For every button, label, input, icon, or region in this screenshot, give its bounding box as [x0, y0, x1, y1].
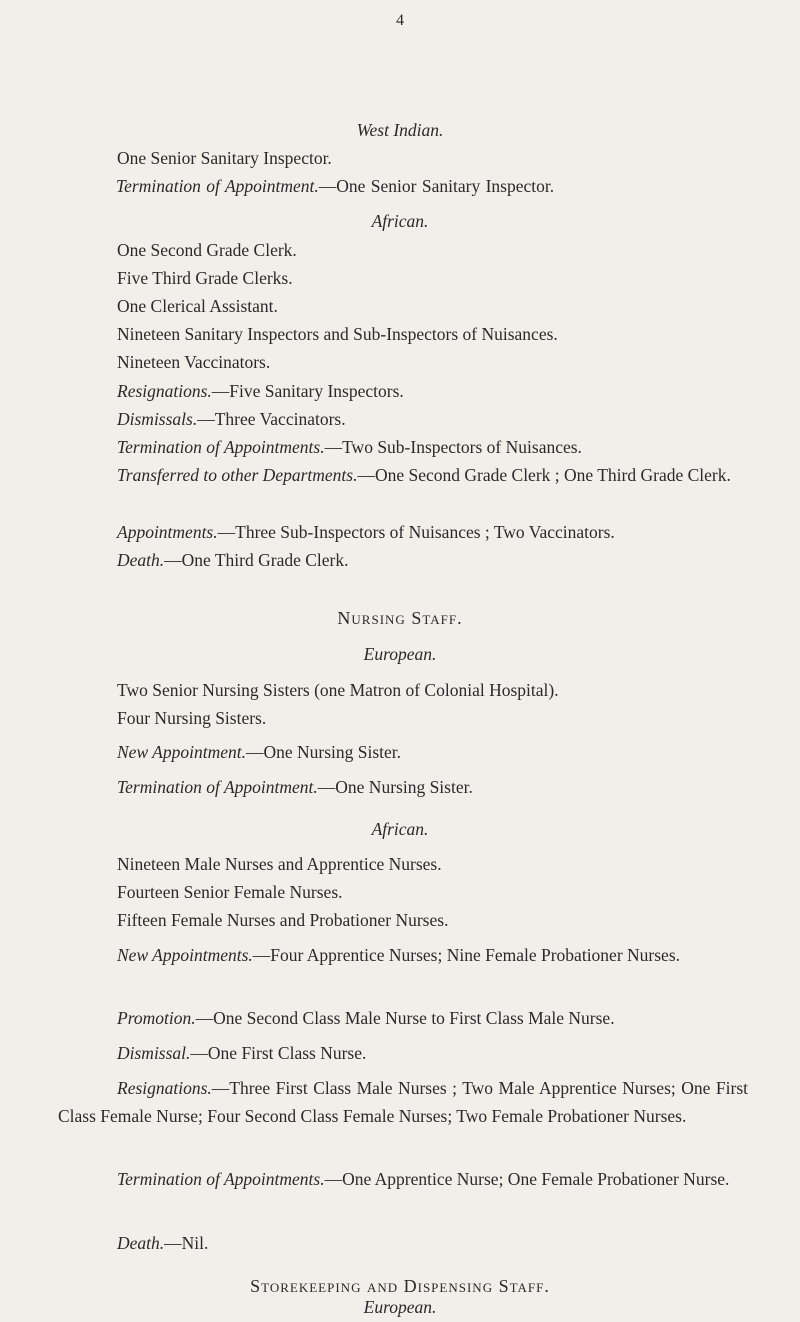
entry-label: New Appointments.	[117, 945, 253, 965]
nursing-african-staff-line: Fourteen Senior Female Nurses.	[117, 882, 343, 902]
entry-text: —Five Sanitary Inspectors.	[211, 381, 404, 401]
nursing-african-resignations	[58, 1074, 748, 1130]
african-staff-line: Five Third Grade Clerks.	[117, 268, 293, 288]
entry-text: —One Third Grade Clerk.	[164, 550, 349, 570]
entry-label: Dismissal.	[117, 1043, 191, 1063]
entry-text: —One Second Grade Clerk ; One Third Grade Clerk.	[357, 465, 731, 485]
west-indian-staff: One Senior Sanitary Inspector.	[117, 148, 332, 168]
entry-label: Transferred to other Departments.	[117, 465, 358, 485]
nursing-african-promotion	[117, 1004, 615, 1032]
nursing-african-dismissal	[117, 1039, 366, 1067]
entry-label: Appointments.	[117, 522, 218, 542]
nursing-european-staff-line: Two Senior Nursing Sisters (one Matron of Colonial Hospital).	[117, 680, 559, 700]
entry-text: —Four Apprentice Nurses; Nine Female Probationer Nurses.	[252, 945, 681, 965]
storekeeping-european-heading: European.	[363, 1297, 437, 1317]
entry-label: Termination of Appointments.	[117, 1169, 325, 1189]
page-number: 4	[396, 12, 404, 29]
nursing-european-heading: European.	[363, 644, 437, 664]
entry-label: New Appointment.	[117, 742, 246, 762]
entry-label: Termination of Appointment.	[117, 777, 318, 797]
west-indian-heading: West Indian.	[356, 120, 444, 140]
entry-text: —One Apprentice Nurse; One Female Probationer Nurse.	[324, 1169, 730, 1189]
nursing-african-termination	[58, 1165, 748, 1193]
entry-text: —Nil.	[164, 1233, 209, 1253]
african-appointments	[117, 518, 615, 546]
entry-text: —One Nursing Sister.	[245, 742, 402, 762]
nursing-european-termination	[117, 773, 473, 801]
entry-text: —Two Sub-Inspectors of Nuisances.	[324, 437, 582, 457]
entry-text: —One Second Class Male Nurse to First Class Male Nurse.	[195, 1008, 615, 1028]
entry-label: Termination of Appointment.	[116, 176, 319, 196]
entry-text: —Three First Class Male Nurses ; Two Male Apprentice Nurses; One First Class Female Nurse; Four Second Class Female Nurses; Two Female Probationer Nurses.	[58, 1078, 748, 1126]
entry-label: Termination of Appointments.	[117, 437, 325, 457]
entry-label: Resignations.	[117, 1078, 212, 1098]
nursing-european-staff-line: Four Nursing Sisters.	[117, 708, 267, 728]
entry-label: Resignations.	[117, 381, 212, 401]
entry-label: Death.	[117, 1233, 165, 1253]
entry-label: Dismissals.	[117, 409, 198, 429]
african-staff-line: Nineteen Sanitary Inspectors and Sub-Inspectors of Nuisances.	[117, 324, 558, 344]
african-transferred	[58, 461, 748, 489]
african-staff-line: One Second Grade Clerk.	[117, 240, 297, 260]
entry-text: —One Senior Sanitary Inspector.	[318, 176, 555, 196]
nursing-african-death	[117, 1229, 208, 1257]
nursing-african-new-appointments	[58, 941, 748, 969]
african-termination	[117, 433, 582, 461]
african-resignations	[117, 377, 404, 405]
nursing-staff-heading: Nursing Staff.	[337, 608, 463, 628]
nursing-african-heading: African.	[371, 819, 429, 839]
african-heading: African.	[371, 211, 429, 231]
nursing-african-staff-line: Nineteen Male Nurses and Apprentice Nurses.	[117, 854, 442, 874]
entry-text: —Three Sub-Inspectors of Nuisances ; Two Vaccinators.	[217, 522, 615, 542]
african-staff-line: One Clerical Assistant.	[117, 296, 278, 316]
storekeeping-heading: Storekeeping and Dispensing Staff.	[250, 1276, 550, 1296]
african-death	[117, 546, 349, 574]
west-indian-termination	[116, 172, 554, 200]
entry-label: Death.	[117, 550, 165, 570]
entry-label: Promotion.	[117, 1008, 196, 1028]
nursing-african-staff-line: Fifteen Female Nurses and Probationer Nurses.	[117, 910, 449, 930]
entry-text: —One Nursing Sister.	[317, 777, 473, 797]
entry-text: —One First Class Nurse.	[190, 1043, 367, 1063]
african-dismissals	[117, 405, 346, 433]
entry-text: —Three Vaccinators.	[197, 409, 346, 429]
nursing-european-new-appointment	[117, 738, 401, 766]
african-staff-line: Nineteen Vaccinators.	[117, 352, 271, 372]
